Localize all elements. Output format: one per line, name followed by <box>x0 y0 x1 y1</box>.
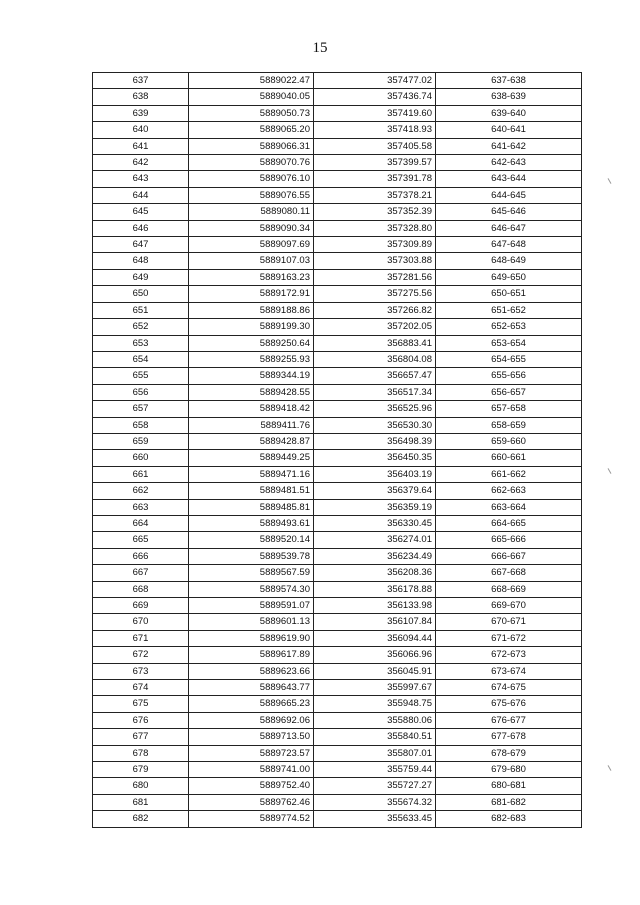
x-coordinate-cell: 5889076.10 <box>189 171 314 187</box>
segment-cell: 675-676 <box>436 696 582 712</box>
table-row <box>93 532 582 548</box>
table-row <box>93 762 582 778</box>
point-number-cell: 655 <box>93 368 189 384</box>
table-row <box>93 515 582 531</box>
x-coordinate-cell: 5889066.31 <box>189 138 314 154</box>
coordinates-table-body <box>93 73 582 828</box>
segment-cell: 653-654 <box>436 335 582 351</box>
segment-cell: 650-651 <box>436 286 582 302</box>
y-coordinate-cell: 356330.45 <box>314 515 436 531</box>
table-row <box>93 384 582 400</box>
scan-mark <box>608 468 612 474</box>
segment-cell: 673-674 <box>436 663 582 679</box>
segment-cell: 638-639 <box>436 89 582 105</box>
point-number-cell: 650 <box>93 286 189 302</box>
table-row <box>93 89 582 105</box>
y-coordinate-cell: 357436.74 <box>314 89 436 105</box>
table-row <box>93 565 582 581</box>
table-row <box>93 811 582 827</box>
segment-cell: 662-663 <box>436 483 582 499</box>
y-coordinate-cell: 357352.39 <box>314 204 436 220</box>
segment-cell: 668-669 <box>436 581 582 597</box>
table-row <box>93 237 582 253</box>
x-coordinate-cell: 5889619.90 <box>189 630 314 646</box>
point-number-cell: 656 <box>93 384 189 400</box>
segment-cell: 659-660 <box>436 433 582 449</box>
scan-mark <box>608 765 612 771</box>
table-row <box>93 696 582 712</box>
segment-cell: 637-638 <box>436 73 582 89</box>
table-row <box>93 105 582 121</box>
y-coordinate-cell: 357309.89 <box>314 237 436 253</box>
segment-cell: 667-668 <box>436 565 582 581</box>
point-number-cell: 651 <box>93 302 189 318</box>
table-row <box>93 220 582 236</box>
table-row <box>93 712 582 728</box>
x-coordinate-cell: 5889107.03 <box>189 253 314 269</box>
table-row <box>93 483 582 499</box>
y-coordinate-cell: 356517.34 <box>314 384 436 400</box>
point-number-cell: 679 <box>93 762 189 778</box>
point-number-cell: 674 <box>93 680 189 696</box>
point-number-cell: 680 <box>93 778 189 794</box>
segment-cell: 639-640 <box>436 105 582 121</box>
y-coordinate-cell: 357202.05 <box>314 319 436 335</box>
y-coordinate-cell: 356133.98 <box>314 598 436 614</box>
segment-cell: 679-680 <box>436 762 582 778</box>
table-row <box>93 450 582 466</box>
x-coordinate-cell: 5889752.40 <box>189 778 314 794</box>
point-number-cell: 646 <box>93 220 189 236</box>
x-coordinate-cell: 5889520.14 <box>189 532 314 548</box>
x-coordinate-cell: 5889481.51 <box>189 483 314 499</box>
y-coordinate-cell: 356379.64 <box>314 483 436 499</box>
table-row <box>93 187 582 203</box>
y-coordinate-cell: 356178.88 <box>314 581 436 597</box>
table-row <box>93 598 582 614</box>
point-number-cell: 672 <box>93 647 189 663</box>
y-coordinate-cell: 356208.36 <box>314 565 436 581</box>
x-coordinate-cell: 5889617.89 <box>189 647 314 663</box>
x-coordinate-cell: 5889539.78 <box>189 548 314 564</box>
x-coordinate-cell: 5889762.46 <box>189 794 314 810</box>
table-row <box>93 368 582 384</box>
segment-cell: 651-652 <box>436 302 582 318</box>
table-row <box>93 614 582 630</box>
table-row <box>93 138 582 154</box>
point-number-cell: 665 <box>93 532 189 548</box>
x-coordinate-cell: 5889601.13 <box>189 614 314 630</box>
point-number-cell: 676 <box>93 712 189 728</box>
segment-cell: 648-649 <box>436 253 582 269</box>
x-coordinate-cell: 5889050.73 <box>189 105 314 121</box>
table-row <box>93 433 582 449</box>
table-row <box>93 630 582 646</box>
segment-cell: 643-644 <box>436 171 582 187</box>
x-coordinate-cell: 5889493.61 <box>189 515 314 531</box>
x-coordinate-cell: 5889070.76 <box>189 155 314 171</box>
point-number-cell: 645 <box>93 204 189 220</box>
y-coordinate-cell: 356657.47 <box>314 368 436 384</box>
segment-cell: 671-672 <box>436 630 582 646</box>
y-coordinate-cell: 356498.39 <box>314 433 436 449</box>
segment-cell: 672-673 <box>436 647 582 663</box>
point-number-cell: 642 <box>93 155 189 171</box>
y-coordinate-cell: 355727.27 <box>314 778 436 794</box>
segment-cell: 647-648 <box>436 237 582 253</box>
point-number-cell: 673 <box>93 663 189 679</box>
y-coordinate-cell: 356883.41 <box>314 335 436 351</box>
table-row <box>93 548 582 564</box>
point-number-cell: 662 <box>93 483 189 499</box>
y-coordinate-cell: 356066.96 <box>314 647 436 663</box>
segment-cell: 669-670 <box>436 598 582 614</box>
segment-cell: 682-683 <box>436 811 582 827</box>
table-row <box>93 794 582 810</box>
point-number-cell: 639 <box>93 105 189 121</box>
table-row <box>93 335 582 351</box>
segment-cell: 663-664 <box>436 499 582 515</box>
y-coordinate-cell: 356804.08 <box>314 351 436 367</box>
x-coordinate-cell: 5889774.52 <box>189 811 314 827</box>
point-number-cell: 670 <box>93 614 189 630</box>
segment-cell: 680-681 <box>436 778 582 794</box>
x-coordinate-cell: 5889643.77 <box>189 680 314 696</box>
segment-cell: 642-643 <box>436 155 582 171</box>
point-number-cell: 675 <box>93 696 189 712</box>
table-row <box>93 647 582 663</box>
table-row <box>93 680 582 696</box>
y-coordinate-cell: 357328.80 <box>314 220 436 236</box>
table-row <box>93 351 582 367</box>
point-number-cell: 681 <box>93 794 189 810</box>
x-coordinate-cell: 5889665.23 <box>189 696 314 712</box>
y-coordinate-cell: 357378.21 <box>314 187 436 203</box>
point-number-cell: 668 <box>93 581 189 597</box>
point-number-cell: 640 <box>93 122 189 138</box>
x-coordinate-cell: 5889692.06 <box>189 712 314 728</box>
x-coordinate-cell: 5889428.55 <box>189 384 314 400</box>
x-coordinate-cell: 5889076.55 <box>189 187 314 203</box>
table-row <box>93 466 582 482</box>
y-coordinate-cell: 355997.67 <box>314 680 436 696</box>
table-row <box>93 729 582 745</box>
page-number: 15 <box>312 40 328 56</box>
x-coordinate-cell: 5889080.11 <box>189 204 314 220</box>
point-number-cell: 641 <box>93 138 189 154</box>
point-number-cell: 649 <box>93 269 189 285</box>
point-number-cell: 682 <box>93 811 189 827</box>
segment-cell: 677-678 <box>436 729 582 745</box>
point-number-cell: 657 <box>93 401 189 417</box>
y-coordinate-cell: 356403.19 <box>314 466 436 482</box>
x-coordinate-cell: 5889574.30 <box>189 581 314 597</box>
segment-cell: 645-646 <box>436 204 582 220</box>
segment-cell: 674-675 <box>436 680 582 696</box>
y-coordinate-cell: 357399.57 <box>314 155 436 171</box>
x-coordinate-cell: 5889591.07 <box>189 598 314 614</box>
table-row <box>93 253 582 269</box>
table-row <box>93 204 582 220</box>
point-number-cell: 671 <box>93 630 189 646</box>
x-coordinate-cell: 5889713.50 <box>189 729 314 745</box>
y-coordinate-cell: 356274.01 <box>314 532 436 548</box>
table-row <box>93 417 582 433</box>
table-row <box>93 171 582 187</box>
point-number-cell: 648 <box>93 253 189 269</box>
table-row <box>93 286 582 302</box>
y-coordinate-cell: 355633.45 <box>314 811 436 827</box>
point-number-cell: 666 <box>93 548 189 564</box>
segment-cell: 678-679 <box>436 745 582 761</box>
point-number-cell: 664 <box>93 515 189 531</box>
segment-cell: 641-642 <box>436 138 582 154</box>
x-coordinate-cell: 5889097.69 <box>189 237 314 253</box>
y-coordinate-cell: 356525.96 <box>314 401 436 417</box>
segment-cell: 676-677 <box>436 712 582 728</box>
segment-cell: 654-655 <box>436 351 582 367</box>
segment-cell: 681-682 <box>436 794 582 810</box>
point-number-cell: 652 <box>93 319 189 335</box>
point-number-cell: 667 <box>93 565 189 581</box>
point-number-cell: 654 <box>93 351 189 367</box>
segment-cell: 646-647 <box>436 220 582 236</box>
y-coordinate-cell: 356450.35 <box>314 450 436 466</box>
x-coordinate-cell: 5889255.93 <box>189 351 314 367</box>
y-coordinate-cell: 357391.78 <box>314 171 436 187</box>
point-number-cell: 669 <box>93 598 189 614</box>
y-coordinate-cell: 355948.75 <box>314 696 436 712</box>
point-number-cell: 658 <box>93 417 189 433</box>
point-number-cell: 638 <box>93 89 189 105</box>
point-number-cell: 644 <box>93 187 189 203</box>
y-coordinate-cell: 357266.82 <box>314 302 436 318</box>
point-number-cell: 637 <box>93 73 189 89</box>
x-coordinate-cell: 5889623.66 <box>189 663 314 679</box>
segment-cell: 656-657 <box>436 384 582 400</box>
segment-cell: 649-650 <box>436 269 582 285</box>
point-number-cell: 663 <box>93 499 189 515</box>
scan-mark <box>608 178 612 184</box>
table-row <box>93 663 582 679</box>
point-number-cell: 659 <box>93 433 189 449</box>
point-number-cell: 677 <box>93 729 189 745</box>
table-row <box>93 499 582 515</box>
x-coordinate-cell: 5889741.00 <box>189 762 314 778</box>
x-coordinate-cell: 5889250.64 <box>189 335 314 351</box>
table-row <box>93 581 582 597</box>
table-row <box>93 122 582 138</box>
point-number-cell: 643 <box>93 171 189 187</box>
y-coordinate-cell: 357405.58 <box>314 138 436 154</box>
y-coordinate-cell: 356359.19 <box>314 499 436 515</box>
segment-cell: 652-653 <box>436 319 582 335</box>
y-coordinate-cell: 356094.44 <box>314 630 436 646</box>
x-coordinate-cell: 5889471.16 <box>189 466 314 482</box>
x-coordinate-cell: 5889411.76 <box>189 417 314 433</box>
y-coordinate-cell: 357303.88 <box>314 253 436 269</box>
segment-cell: 640-641 <box>436 122 582 138</box>
x-coordinate-cell: 5889090.34 <box>189 220 314 236</box>
segment-cell: 657-658 <box>436 401 582 417</box>
segment-cell: 655-656 <box>436 368 582 384</box>
x-coordinate-cell: 5889723.57 <box>189 745 314 761</box>
y-coordinate-cell: 355674.32 <box>314 794 436 810</box>
segment-cell: 665-666 <box>436 532 582 548</box>
table-row <box>93 269 582 285</box>
table-row <box>93 319 582 335</box>
x-coordinate-cell: 5889040.05 <box>189 89 314 105</box>
segment-cell: 658-659 <box>436 417 582 433</box>
y-coordinate-cell: 356234.49 <box>314 548 436 564</box>
x-coordinate-cell: 5889163.23 <box>189 269 314 285</box>
segment-cell: 644-645 <box>436 187 582 203</box>
segment-cell: 664-665 <box>436 515 582 531</box>
y-coordinate-cell: 357419.60 <box>314 105 436 121</box>
coordinates-table <box>92 72 582 828</box>
x-coordinate-cell: 5889199.30 <box>189 319 314 335</box>
y-coordinate-cell: 356107.84 <box>314 614 436 630</box>
segment-cell: 661-662 <box>436 466 582 482</box>
x-coordinate-cell: 5889485.81 <box>189 499 314 515</box>
point-number-cell: 678 <box>93 745 189 761</box>
y-coordinate-cell: 355759.44 <box>314 762 436 778</box>
segment-cell: 670-671 <box>436 614 582 630</box>
x-coordinate-cell: 5889172.91 <box>189 286 314 302</box>
table-row <box>93 745 582 761</box>
x-coordinate-cell: 5889449.25 <box>189 450 314 466</box>
y-coordinate-cell: 357477.02 <box>314 73 436 89</box>
x-coordinate-cell: 5889022.47 <box>189 73 314 89</box>
segment-cell: 666-667 <box>436 548 582 564</box>
y-coordinate-cell: 355880.06 <box>314 712 436 728</box>
x-coordinate-cell: 5889428.87 <box>189 433 314 449</box>
segment-cell: 660-661 <box>436 450 582 466</box>
point-number-cell: 661 <box>93 466 189 482</box>
point-number-cell: 653 <box>93 335 189 351</box>
y-coordinate-cell: 357281.56 <box>314 269 436 285</box>
table-row <box>93 155 582 171</box>
y-coordinate-cell: 357418.93 <box>314 122 436 138</box>
point-number-cell: 647 <box>93 237 189 253</box>
y-coordinate-cell: 356045.91 <box>314 663 436 679</box>
table-row <box>93 778 582 794</box>
table-row <box>93 401 582 417</box>
table-row <box>93 302 582 318</box>
x-coordinate-cell: 5889418.42 <box>189 401 314 417</box>
y-coordinate-cell: 357275.56 <box>314 286 436 302</box>
x-coordinate-cell: 5889344.19 <box>189 368 314 384</box>
x-coordinate-cell: 5889567.59 <box>189 565 314 581</box>
table-row <box>93 73 582 89</box>
y-coordinate-cell: 355807.01 <box>314 745 436 761</box>
y-coordinate-cell: 355840.51 <box>314 729 436 745</box>
y-coordinate-cell: 356530.30 <box>314 417 436 433</box>
point-number-cell: 660 <box>93 450 189 466</box>
x-coordinate-cell: 5889188.86 <box>189 302 314 318</box>
x-coordinate-cell: 5889065.20 <box>189 122 314 138</box>
